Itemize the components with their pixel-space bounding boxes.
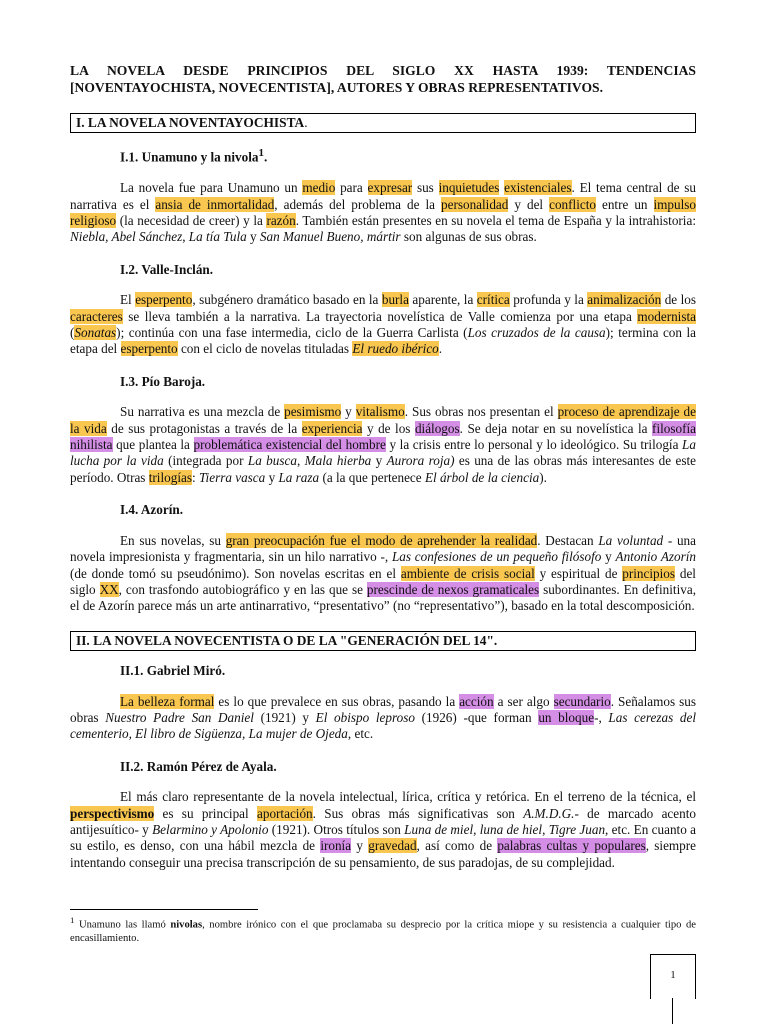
text-run: a ser algo <box>493 693 554 709</box>
highlight-purple: filosofía nihilista <box>70 420 696 453</box>
text-run: - una novela impresionista y fragmentaria, sin un hilo narrativo -, <box>70 532 697 565</box>
text-run: y <box>341 404 356 420</box>
subheading-unamuno <box>120 145 696 166</box>
text-run: Los cruzados de la causa <box>467 325 606 341</box>
text-run: . Señalamos sus obras <box>70 693 697 725</box>
highlight-yellow: El ruedo ibérico <box>352 341 439 357</box>
text-run: Aurora roja) <box>386 453 455 469</box>
highlight-yellow: proceso de aprendizaje de la vida <box>70 404 696 436</box>
footnote-text-post: , nombre irónico con el que proclamaba su desprecio por la crítica miope y su resistencia a cualquier tipo de encasillamiento. <box>70 919 696 945</box>
text-run: sus <box>412 180 439 196</box>
highlight-yellow: esperpento <box>135 292 193 308</box>
text-run: y <box>246 229 260 245</box>
subheading-perez-de-ayala <box>120 759 696 775</box>
text-run: - de marcado acento antijesuítico- y <box>70 805 696 837</box>
text-run: La tía Tula <box>188 229 247 245</box>
text-run: y <box>351 838 369 854</box>
highlight-purple: palabras cultas y populares <box>497 838 646 854</box>
text-run: : <box>191 469 199 485</box>
highlight-yellow: La belleza formal <box>120 693 215 709</box>
highlight-yellow: aportación <box>257 805 313 821</box>
highlight-yellow: principios <box>622 565 676 581</box>
highlight-yellow: expresar <box>367 180 413 196</box>
text-run: (1921) y <box>253 709 316 725</box>
text-run: (1926) -que forman <box>414 709 539 725</box>
text-run: ). <box>539 469 547 485</box>
highlight-purple: ironía <box>320 838 352 854</box>
footnote-term: nivolas <box>170 919 203 931</box>
text-run: aparente, la <box>408 292 477 308</box>
text-run: Nuestro Padre San Daniel <box>105 709 254 725</box>
text-run: (la necesidad de creer) y la <box>116 213 267 229</box>
text-run: En sus novelas, su <box>120 532 226 548</box>
highlight-purple: acción <box>459 693 494 709</box>
text-run: , así como de <box>416 838 498 854</box>
highlight-yellow: personalidad <box>441 196 509 212</box>
text-run: El <box>120 292 136 308</box>
text-run: . Se deja notar en su novelística la <box>459 420 653 436</box>
highlight-yellow: crítica <box>476 292 510 308</box>
paragraph-miro <box>70 694 696 743</box>
page-number: 1 <box>670 969 676 981</box>
text-run: El más claro representante de la novela intelectual, lírica, crítica y retórica. En el terreno de la técnica, el <box>120 789 696 805</box>
highlight-yellow: impulso religioso <box>70 196 697 229</box>
text-run: se lleva también a la narrativa. La trayectoria novelística de Valle comienza por una etapa <box>122 308 638 324</box>
highlight-yellow: animalización <box>587 292 662 308</box>
text-run: Antonio Azorín <box>615 549 696 565</box>
text-run: ); continúa con una fase intermedia, ciclo de la Guerra Carlista ( <box>116 325 468 341</box>
subheading-miro: II.1. Gabriel Miró. <box>120 663 226 679</box>
paragraph-baroja <box>70 404 696 486</box>
text-run: que plantea la <box>112 437 194 453</box>
text-run: . Sus obras más significativas son <box>312 805 524 821</box>
highlight-yellow: inquietudes <box>438 180 500 196</box>
text-run: , <box>182 229 189 245</box>
text-run: y espiritual de <box>534 565 623 581</box>
highlight-purple: un bloque <box>538 709 595 725</box>
highlight-yellow: esperpento <box>120 341 178 357</box>
text-run: subordinantes. En definitiva, el de Azorín parece más un arte antinarrativo, “presentativo” (no “representativo”), basado en la total descomposición. <box>70 581 697 614</box>
section-trail: . <box>304 115 308 130</box>
highlight-yellow: ansia de inmortalidad <box>155 196 275 212</box>
document-body <box>70 62 696 887</box>
highlight-yellow: gravedad <box>368 838 417 854</box>
text-run: -, <box>594 709 609 725</box>
paragraph-unamuno <box>70 180 696 246</box>
text-run: Tierra vasca <box>198 469 266 485</box>
text-run: Las confesiones de un pequeño filósofo <box>391 549 602 565</box>
highlight-purple: prescinde de nexos gramaticales <box>366 581 540 597</box>
subheading-trail: . <box>273 758 277 774</box>
text-run: , <box>542 821 549 837</box>
text-run: , siempre intentando conseguir una precisa transcripción de su pensamiento, de sus paradojas, de su complejidad. <box>70 838 697 870</box>
text-run: entre un <box>595 196 654 212</box>
paragraph-valle-inclan <box>70 292 696 358</box>
subheading-valle-inclan: I.2. Valle-Inclán. <box>120 261 214 277</box>
text-run: para <box>335 180 368 196</box>
page-number-line <box>672 998 673 1024</box>
text-run: La novela fue para Unamuno un <box>120 180 303 196</box>
text-run: es lo que prevalece en sus obras, pasando la <box>214 693 460 709</box>
text-run: El obispo leproso <box>315 709 415 725</box>
text-run: . Destacan <box>537 532 599 548</box>
document-title: LA NOVELA DESDE PRINCIPIOS DEL SIGLO XX HASTA 1939: TENDENCIAS [NOVENTAYOCHISTA, NOVECENTISTA], AUTORES Y OBRAS REPRESENTATIVOS. <box>70 63 696 95</box>
text-run: , además del problema de la <box>274 196 441 212</box>
text-run: de los <box>661 292 696 308</box>
text-run: del siglo <box>70 565 696 597</box>
paragraph-azorin <box>70 533 696 615</box>
text-run: . <box>438 341 443 357</box>
highlight-yellow: pesimismo <box>284 404 342 420</box>
text-run: y de los <box>362 420 415 436</box>
text-run: , <box>296 453 305 469</box>
highlight-yellow: vitalismo <box>355 404 405 420</box>
text-run: , etc. <box>347 726 374 742</box>
text-run: (a la que pertenece <box>319 469 425 485</box>
highlight-yellow: medio <box>302 180 336 196</box>
footnote <box>70 914 696 946</box>
text-run: Niebla, Abel Sánchez <box>70 229 183 245</box>
highlight-yellow: perspectivismo <box>70 805 155 821</box>
highlight-yellow: conflicto <box>549 196 596 212</box>
footnote-number: 1 <box>70 915 75 925</box>
highlight-yellow: trilogías <box>148 469 192 485</box>
text-run: y del <box>508 196 550 212</box>
text-run: . El tema central de su narrativa es el <box>70 180 697 212</box>
highlight-yellow: modernista <box>637 308 696 324</box>
text-run: (de donde tomó su pseudónimo). Son novelas escritas en el <box>70 565 401 581</box>
highlight-yellow: ambiente de crisis social <box>400 565 535 581</box>
text-run: (integrada por <box>163 453 248 469</box>
highlight-yellow: gran preocupación fue el modo de aprehender la realidad <box>225 532 538 548</box>
section-heading-novecentista: II. LA NOVELA NOVECENTISTA O DE LA "GENERACIÓN DEL 14". <box>70 631 696 651</box>
highlight-purple: diálogos <box>414 420 460 436</box>
section-heading-noventayochista <box>70 113 696 133</box>
text-run: Las cerezas del cementerio, El libro de Sigüenza, La mujer de Ojeda <box>70 709 696 742</box>
text-run: Mala hierba <box>304 453 372 469</box>
text-run: , con trasfondo autobiográfico y en las que se <box>118 581 367 597</box>
highlight-yellow: XX <box>99 581 119 597</box>
text-run: La lucha por la vida <box>70 437 696 469</box>
page-number-box <box>650 954 696 999</box>
text-run: San Manuel Bueno, mártir <box>259 229 401 245</box>
subheading-baroja: I.3. Pío Baroja. <box>120 373 206 389</box>
text-run: y <box>265 469 279 485</box>
highlight-purple: secundario <box>553 693 611 709</box>
subheading-trail: . <box>264 149 268 165</box>
subheading-azorin: I.4. Azorín. <box>120 502 184 518</box>
text-run: . Sus obras nos presentan el <box>404 404 558 420</box>
highlight-yellow: existenciales <box>504 180 572 196</box>
text-run: A.M.D.G. <box>523 805 575 821</box>
text-run: y <box>371 453 387 469</box>
text-run: con el ciclo de novelas tituladas <box>177 341 353 357</box>
paragraph-perez-de-ayala <box>70 789 696 871</box>
subheading-text: I.1. Unamuno y la nivola <box>120 149 259 165</box>
text-run: Belarmino y Apolonio <box>152 821 269 837</box>
subheading-text: II.2. Ramón Pérez de Ayala <box>120 758 274 774</box>
text-run: , subgénero dramático basado en la <box>192 292 382 308</box>
text-run: Luna de miel, luna de hiel <box>404 821 543 837</box>
text-run: y <box>601 549 616 565</box>
highlight-yellow: razón <box>266 213 296 229</box>
text-run: ); termina con la etapa del <box>70 325 696 357</box>
text-run: Su narrativa es una mezcla de <box>120 404 285 420</box>
text-run: y la crisis entre lo personal y lo ideológico. Su trilogía <box>385 437 683 453</box>
text-run: Tigre Juan <box>548 821 606 837</box>
highlight-purple: problemática existencial del hombre <box>193 437 386 453</box>
text-run: son algunas de sus obras. <box>400 229 537 245</box>
footnote-separator <box>70 909 258 910</box>
text-run: La voluntad <box>598 532 664 548</box>
text-run: ( <box>70 325 75 341</box>
highlight-yellow: experiencia <box>301 420 363 436</box>
text-run: La busca <box>247 453 297 469</box>
text-run: es su principal <box>154 805 257 821</box>
text-run: profunda y la <box>509 292 588 308</box>
footnote-ref[interactable]: 1 <box>258 147 265 160</box>
highlight-yellow: Sonatas <box>74 325 117 341</box>
section-title: I. LA NOVELA NOVENTAYOCHISTA <box>76 115 305 130</box>
highlight-yellow: burla <box>381 292 409 308</box>
text-run: . También están presentes en su novela el tema de España y la intrahistoria: <box>295 213 696 229</box>
footnote-text-pre: Unamuno las llamó <box>78 919 171 931</box>
text-run: , etc. En cuanto a su estilo, es denso, con una hábil mezcla de <box>70 821 697 854</box>
text-run: de sus protagonistas a través de la <box>106 420 302 436</box>
text-run: (1921). Otros títulos son <box>268 821 405 837</box>
text-run: La raza <box>278 469 320 485</box>
highlight-yellow: caracteres <box>70 308 123 324</box>
text-run: es una de las obras más interesantes de este período. Otras <box>70 453 696 485</box>
text-run: El árbol de la ciencia <box>424 469 540 485</box>
